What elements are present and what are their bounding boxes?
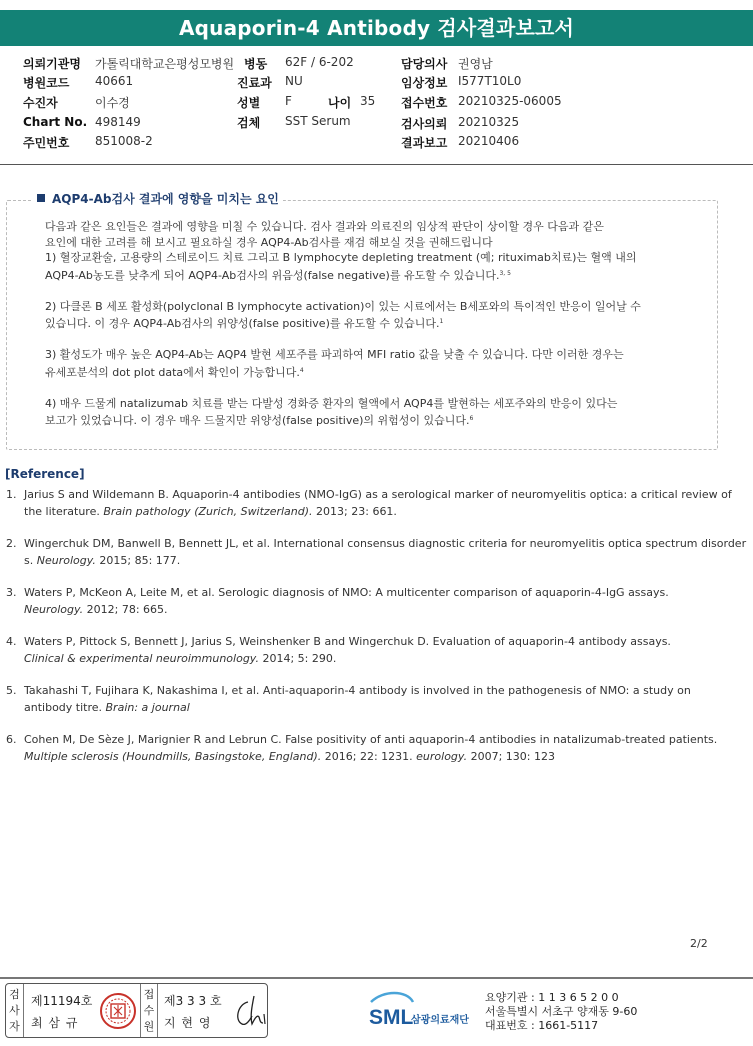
receiver-column-label (140, 984, 158, 1037)
reference-item (6, 536, 746, 569)
factors-title-text: AQP4-Ab검사 결과에 영향을 미치는 요인 (52, 192, 279, 206)
citation-sup: 1 (439, 318, 444, 325)
journal-name: eurology. (416, 749, 468, 763)
factor-item-4-line: 4) 매우 드물게 natalizumab 치료를 받는 다발성 경화증 환자의 혈액에서 AQP4를 발현하는 세포주와의 반응이 있다는 (45, 396, 618, 410)
factors-text (45, 219, 705, 429)
clinical-info-value: I577T10L0 (458, 74, 522, 88)
receiver-license: 제3 3 3 호 (164, 994, 222, 1008)
reference-line: Jarius S and Wildemann B. Aquaporin-4 antibodies (NMO-IgG) as a serological marker of neuromyelitis optica: a critical review of (24, 488, 732, 501)
receiver-name: 지 현 영 (164, 1016, 212, 1030)
reference-item (6, 732, 746, 765)
factor-item-4-text: 보고가 있었습니다. 이 경우 매우 드물지만 위양성(false positive)의 위험성이 있습니다. (45, 414, 470, 427)
department-value: NU (285, 74, 303, 88)
reference-line: Takahashi T, Fujihara K, Nakashima I, et al. Anti-aquaporin-4 antibody is involved in the pathogenesis of NMO: a study on (24, 684, 691, 697)
factors-title (33, 190, 283, 207)
department-label: 진료과 (237, 76, 272, 90)
journal-name: Neurology. (24, 602, 84, 616)
journal-name: Neurology. (36, 553, 96, 567)
factor-item-2-line: 2) 다클론 B 세포 활성화(polyclonal B lymphocyte activation)이 있는 시료에서는 B세포와의 특이적인 반응이 일어날 수 (45, 299, 641, 313)
intro-line: 요인에 대한 고려를 해 보시고 필요하실 경우 AQP4-Ab검사를 재검 해보실 것을 권해드립니다 (45, 235, 493, 249)
care-institution-code: 요양기관 : 1 1 3 6 5 2 0 0 (485, 991, 619, 1004)
patient-label: 수진자 (23, 96, 58, 110)
receipt-no-value: 20210325-06005 (458, 94, 562, 108)
reference-text: the literature. (24, 504, 104, 518)
reference-list (6, 487, 746, 781)
journal-name: Brain pathology (Zurich, Switzerland). (103, 504, 313, 518)
reference-citation: 2014; 5: 290. (258, 651, 337, 665)
report-title: Aquaporin-4 Antibody 검사결과보고서 (0, 10, 753, 46)
institution-label: 의뢰기관명 (23, 57, 81, 71)
factor-item-3-text: 유세포분석의 dot plot data에서 확인이 가능합니다. (45, 365, 300, 379)
reference-citation: 2013; 23: 661. (312, 504, 397, 518)
receiver-column-text: 접 수 원 (143, 988, 155, 1033)
reference-citation: 2016; 22: 1231. (321, 749, 417, 763)
chart-no-label: Chart No. (23, 115, 88, 129)
report-date-label: 결과보고 (401, 136, 448, 150)
journal-name: Multiple sclerosis (Houndmills, Basingstoke, England). (24, 749, 322, 763)
logo-text: SML (369, 1006, 414, 1029)
reference-item (6, 487, 746, 520)
doctor-label: 담당의사 (401, 57, 448, 71)
reference-number: 5. (6, 684, 17, 697)
page-number: 2/2 (690, 937, 708, 950)
examiner-column-label (6, 984, 24, 1037)
report-date-value: 20210406 (458, 134, 520, 148)
resident-no-value: 851008-2 (95, 134, 153, 148)
reference-line (24, 602, 746, 619)
reference-number: 6. (6, 733, 17, 746)
divider (0, 164, 753, 165)
reference-number: 2. (6, 537, 17, 550)
signature-box (5, 983, 268, 1038)
hospital-code-label: 병원코드 (23, 76, 70, 90)
reference-item (6, 585, 746, 618)
clinical-info-label: 임상정보 (401, 76, 448, 90)
factor-item-3-line: 3) 활성도가 매우 높은 AQP4-Ab는 AQP4 발현 세포주를 파괴하여 MFI ratio 값을 낮출 수 있습니다. 다만 이러한 경우는 (45, 348, 624, 361)
specimen-value: SST Serum (285, 114, 351, 128)
factor-item-4-line (45, 411, 705, 429)
examiner-column-text: 검 사 자 (9, 988, 20, 1033)
reference-citation: 2015; 85: 177. (95, 553, 181, 567)
ward-value: 62F / 6-202 (285, 55, 354, 69)
reference-citation: 2007; 130: 123 (467, 749, 555, 763)
reference-number: 4. (6, 635, 17, 648)
patient-value: 이수경 (95, 96, 130, 110)
doctor-value: 권영남 (458, 57, 493, 71)
reference-line (24, 553, 746, 570)
reference-citation: 2012; 78: 665. (83, 602, 168, 616)
handwritten-signature-icon (228, 990, 270, 1032)
sml-logo-icon (367, 988, 485, 1032)
resident-no-label: 주민번호 (23, 136, 70, 150)
sex-value: F (285, 94, 292, 108)
journal-name: Brain: a journal (105, 700, 190, 714)
factor-item-3-line (45, 363, 705, 381)
logo-org-name: 삼광의료재단 (411, 1015, 469, 1026)
specimen-label: 검체 (237, 116, 261, 130)
reference-line: Wingerchuk DM, Banwell B, Bennett JL, et al. International consensus diagnostic criteria for neuromyelitis optica spectrum disorder (24, 537, 747, 550)
organization-phone: 대표번호 : 1661-5117 (485, 1019, 599, 1032)
reference-line: Cohen M, De Sèze J, Marignier R and Lebrun C. False positivity of anti aquaporin-4 antibodies in natalizumab-treated patients. (24, 733, 718, 746)
receipt-no-label: 접수번호 (401, 96, 448, 110)
ward-label: 병동 (244, 57, 268, 71)
factor-item-2-text: 있습니다. 이 경우 AQP4-Ab검사의 위양성(false positive)를 유도할 수 있습니다. (45, 317, 440, 330)
reference-line (24, 749, 746, 766)
factor-item-1-line: 1) 혈장교환술, 고용량의 스테로이드 치료 그리고 B lymphocyte depleting treatment (예; rituximab치료)는 혈액 내의 (45, 251, 637, 264)
reference-number: 3. (6, 586, 17, 599)
square-bullet-icon (37, 194, 45, 202)
reference-item (6, 683, 746, 716)
age-value: 35 (360, 94, 376, 108)
reference-heading: [Reference] (5, 467, 85, 481)
reference-text: antibody titre. (24, 700, 106, 714)
reference-line (24, 700, 746, 717)
citation-sup: 6 (469, 415, 474, 422)
footer-divider (0, 977, 753, 979)
examiner-license: 제11194호 (31, 994, 93, 1008)
seal-stamp-icon (99, 992, 137, 1030)
reference-line: Waters P, McKeon A, Leite M, et al. Serologic diagnosis of NMO: A multicenter comparison of aquaporin-4-IgG assays. (24, 586, 669, 599)
examiner-name: 최 삼 규 (31, 1016, 79, 1030)
sex-label: 성별 (237, 96, 261, 110)
institution-value: 가톨릭대학교은평성모병원 (95, 57, 235, 71)
reference-item (6, 634, 746, 667)
age-label: 나이 (328, 96, 352, 110)
citation-sup: 4 (299, 366, 304, 374)
citation-sup: 3, 5 (499, 269, 511, 277)
reference-line (24, 504, 746, 521)
journal-name: Clinical & experimental neuroimmunology. (24, 651, 259, 665)
request-date-value: 20210325 (458, 115, 520, 129)
intro-line: 다음과 같은 요인들은 결과에 영향을 미칠 수 있습니다. 검사 결과와 의료진의 임상적 판단이 상이할 경우 다음과 같은 (45, 220, 604, 233)
reference-number: 1. (6, 488, 17, 501)
reference-text: s. (24, 553, 37, 567)
request-date-label: 검사의뢰 (401, 117, 448, 131)
chart-no-value: 498149 (95, 115, 141, 129)
reference-line: Waters P, Pittock S, Bennett J, Jarius S, Weinshenker B and Wingerchuk D. Evaluation of aquaporin-4 antibody assays. (24, 635, 671, 648)
organization-address: 서울특별시 서초구 양재동 9-60 (485, 1005, 638, 1018)
factor-item-1-text: AQP4-Ab농도를 낮추게 되어 AQP4-Ab검사의 위음성(false negative)를 유도할 수 있습니다. (45, 268, 500, 282)
hospital-code-value: 40661 (95, 74, 134, 88)
reference-line (24, 651, 746, 668)
organization-info (485, 991, 637, 1033)
factor-item-1-line (45, 266, 705, 284)
factor-item-2-line (45, 314, 705, 332)
